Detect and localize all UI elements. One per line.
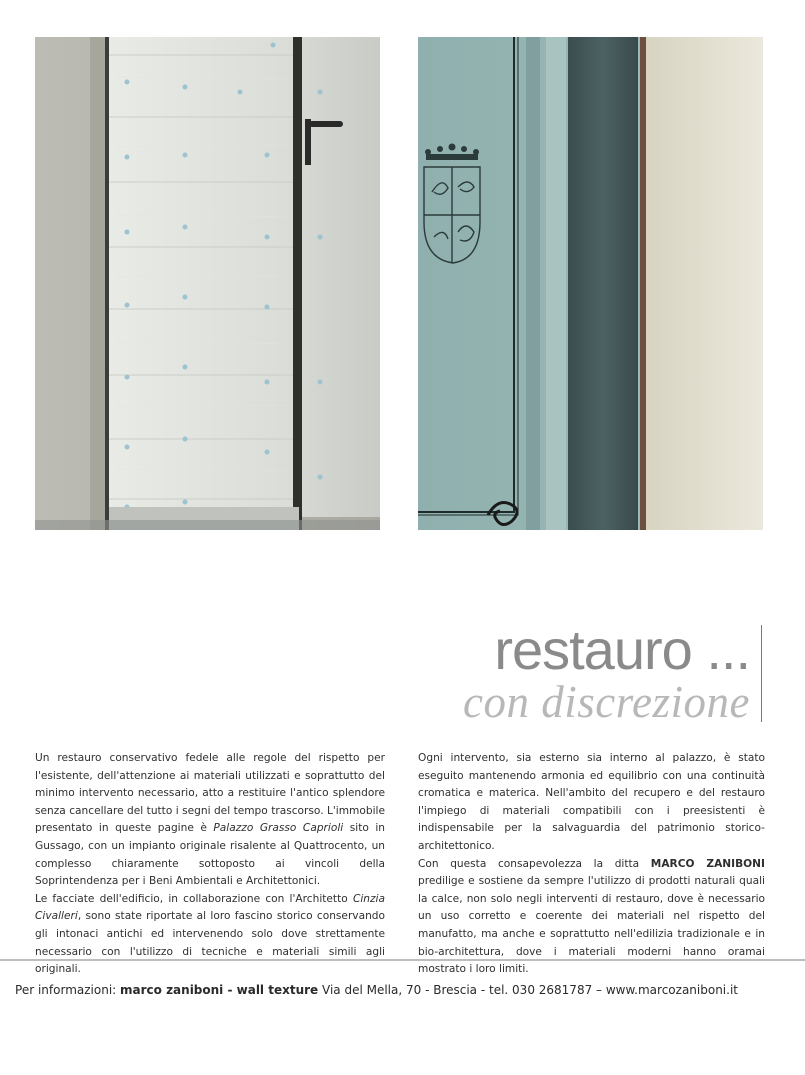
footer-brand: marco zaniboni - wall texture (120, 983, 319, 997)
photo-wooden-door (35, 37, 380, 530)
headline-title: restauro ... (494, 618, 750, 681)
architect-name: Cinzia Civalleri (35, 892, 385, 923)
footer-contact: Per informazioni: marco zaniboni - wall texture Via del Mella, 70 - Brescia - tel. 030 2681787 – www.marcozaniboni.it (15, 983, 738, 997)
paragraph: Ogni intervento, sia esterno sia interno al palazzo, è stato eseguito mantenendo armonia ed equilibrio con una continuità cromatica e materica. Nell'ambito del recupero e del restauro l'impiego di materiali compatibili con i preesistenti è indispensabile per la salvaguardia del patrimonio storico-architettonico. (418, 752, 765, 852)
footer-divider (0, 959, 805, 961)
text-column-right (418, 750, 765, 979)
place-name: Palazzo Grasso Caprioli (213, 822, 344, 835)
paragraph: Un restauro conservativo fedele alle regole del rispetto per l'esistente, dell'attenzione ai materiali utilizzati e soprattutto del minimo intervento necessario, atto a restituire l'antico splendore senza cancellare del tutto i segni del tempo trascorso. L'immobile presentato in queste pagine è Palazzo Grasso Caprioli sito in Gussago, con un impianto originale risalente al Quattrocento, un complesso chiaramente sottoposto ai vincoli della Soprintendenza per i Beni Ambientali e Architettonici. (35, 752, 386, 888)
headline-subtitle: con discrezione (462, 677, 750, 727)
headline-divider (761, 625, 762, 722)
footer-address: Via del Mella, 70 - Brescia - tel. 030 2681787 – www.marcozaniboni.it (318, 983, 738, 997)
text-column-left (35, 750, 385, 979)
paragraph: Le facciate dell'edificio, in collaborazione con l'Architetto Cinzia Civalleri, sono state riportate al loro fascino storico conservando gli intonaci antichi ed intervenendo solo dove strettamente necessario con l'utilizzo di tecniche e materiali simili agli originali. (35, 892, 385, 976)
company-name: MARCO ZANIBONI (650, 857, 765, 870)
headline (400, 618, 750, 727)
photo-coat-of-arms-door (418, 37, 763, 530)
paragraph: Con questa consapevolezza la ditta MARCO ZANIBONI predilige e sostiene da sempre l'utilizzo di prodotti naturali quali la calce, non solo negli interventi di restauro, dove è necessario un uso corretto e coerente dei materiali nel rispetto del manufatto, ma anche e soprattutto nell'edilizia tradizionale e in bio-architettura, dove i materiali moderni hanno oramai mostrato i loro limiti. (418, 857, 765, 976)
